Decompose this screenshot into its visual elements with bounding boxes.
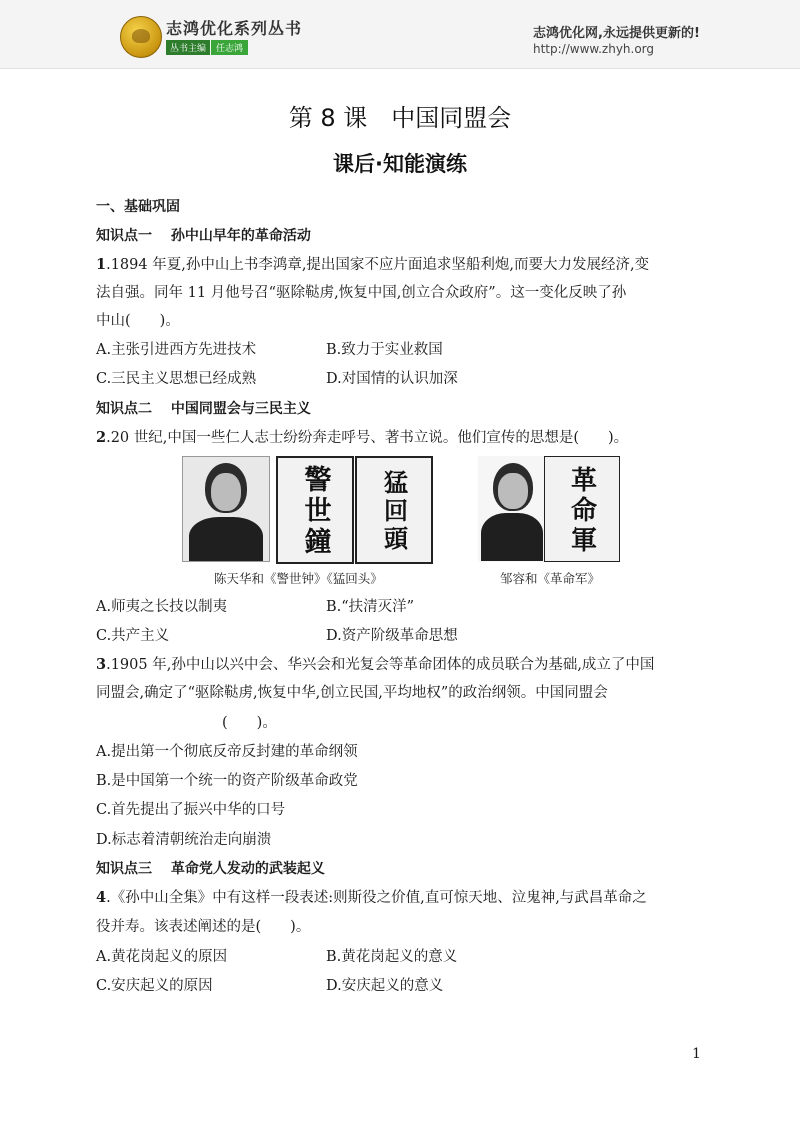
figure-caption-1: 陈天华和《警世钟》《猛回头》 — [214, 571, 383, 586]
editor-row — [166, 40, 248, 55]
header-url[interactable]: http://www.zhyh.org — [533, 42, 655, 56]
q4-text-1: .《孙中山全集》中有这样一段表述:则斯役之价值,直可惊天地、泣鬼神,与武昌革命之 — [106, 890, 647, 906]
page-title: 第 8 课 中国同盟会 — [288, 104, 512, 132]
q4-option-a: A.黄花岗起义的原因 — [96, 949, 228, 965]
q2-number: 2 — [96, 429, 107, 446]
q3-option-d: D.标志着清朝统治走向崩溃 — [96, 832, 272, 848]
q4-line-2: 役并寿。该表述阐述的是( )。 — [96, 919, 311, 935]
page-number: 1 — [692, 1046, 701, 1062]
series-title: 志鸿优化系列丛书 — [166, 19, 303, 38]
q1-option-d: D.对国情的认识加深 — [326, 371, 458, 387]
q4-number: 4 — [96, 889, 107, 906]
knowledge-point-1: 知识点一 孙中山早年的革命活动 — [96, 228, 311, 244]
q2-text-1: .20 世纪,中国一些仁人志士纷纷奔走呼号、著书立说。他们宣传的思想是( )。 — [106, 430, 629, 446]
page-header — [0, 0, 800, 69]
q4-line-1 — [96, 886, 647, 907]
q4-option-c: C.安庆起义的原因 — [96, 978, 213, 994]
q1-line-2: 法自强。同年 11 月他号召“驱除鞑虏,恢复中国,创立合众政府”。这一变化反映了孙 — [96, 285, 627, 301]
q1-option-b: B.致力于实业救国 — [326, 342, 443, 358]
q3-line-2: 同盟会,确定了“驱除鞑虏,恢复中华,创立民国,平均地权”的政治纲领。中国同盟会 — [96, 685, 608, 701]
q3-number: 3 — [96, 656, 107, 673]
book-jingshizhong: 警世鐘 — [276, 456, 354, 564]
part1-title: 一、基础巩固 — [96, 199, 180, 215]
section-title: 课后·知能演练 — [333, 152, 467, 176]
q2-option-a: A.师夷之长技以制夷 — [96, 599, 228, 615]
q3-line-1 — [96, 653, 654, 674]
editor-name: 任志鸿 — [211, 40, 248, 55]
q3-option-a: A.提出第一个彻底反帝反封建的革命纲领 — [96, 744, 358, 760]
q4-option-b: B.黄花岗起义的意义 — [326, 949, 458, 965]
q1-line-1 — [96, 253, 649, 274]
zou-rong-portrait — [478, 456, 546, 562]
chen-tianhua-portrait — [182, 456, 270, 562]
q1-number: 1 — [96, 256, 107, 273]
q3-option-b: B.是中国第一个统一的资产阶级革命政党 — [96, 773, 358, 789]
knowledge-point-3: 知识点三 革命党人发动的武装起义 — [96, 861, 325, 877]
q2-option-b: B.“扶清灭洋” — [326, 599, 415, 615]
knowledge-point-2: 知识点二 中国同盟会与三民主义 — [96, 401, 311, 417]
figure-caption-2: 邹容和《革命军》 — [500, 571, 601, 586]
q2-line-1 — [96, 426, 628, 447]
q1-line-3: 中山( )。 — [96, 313, 180, 329]
book-menghuitou: 猛回頭 — [355, 456, 433, 564]
q1-option-a: A.主张引进西方先进技术 — [96, 342, 257, 358]
publisher-logo — [120, 16, 162, 58]
q3-line-3: ( )。 — [222, 715, 277, 731]
q2-option-c: C.共产主义 — [96, 628, 170, 644]
header-slogan: 志鸿优化网,永远提供更新的! — [533, 26, 700, 41]
q2-option-d: D.资产阶级革命思想 — [326, 628, 458, 644]
editor-tag: 丛书主编 — [166, 40, 210, 55]
book-gemingjun: 革命軍 — [544, 456, 620, 562]
q4-option-d: D.安庆起义的意义 — [326, 978, 444, 994]
q1-text-1: .1894 年夏,孙中山上书李鸿章,提出国家不应片面追求坚船利炮,而要大力发展经济,变 — [106, 257, 650, 273]
q3-text-1: .1905 年,孙中山以兴中会、华兴会和光复会等革命团体的成员联合为基础,成立了中国 — [106, 657, 655, 673]
q3-option-c: C.首先提出了振兴中华的口号 — [96, 802, 286, 818]
q1-option-c: C.三民主义思想已经成熟 — [96, 371, 257, 387]
